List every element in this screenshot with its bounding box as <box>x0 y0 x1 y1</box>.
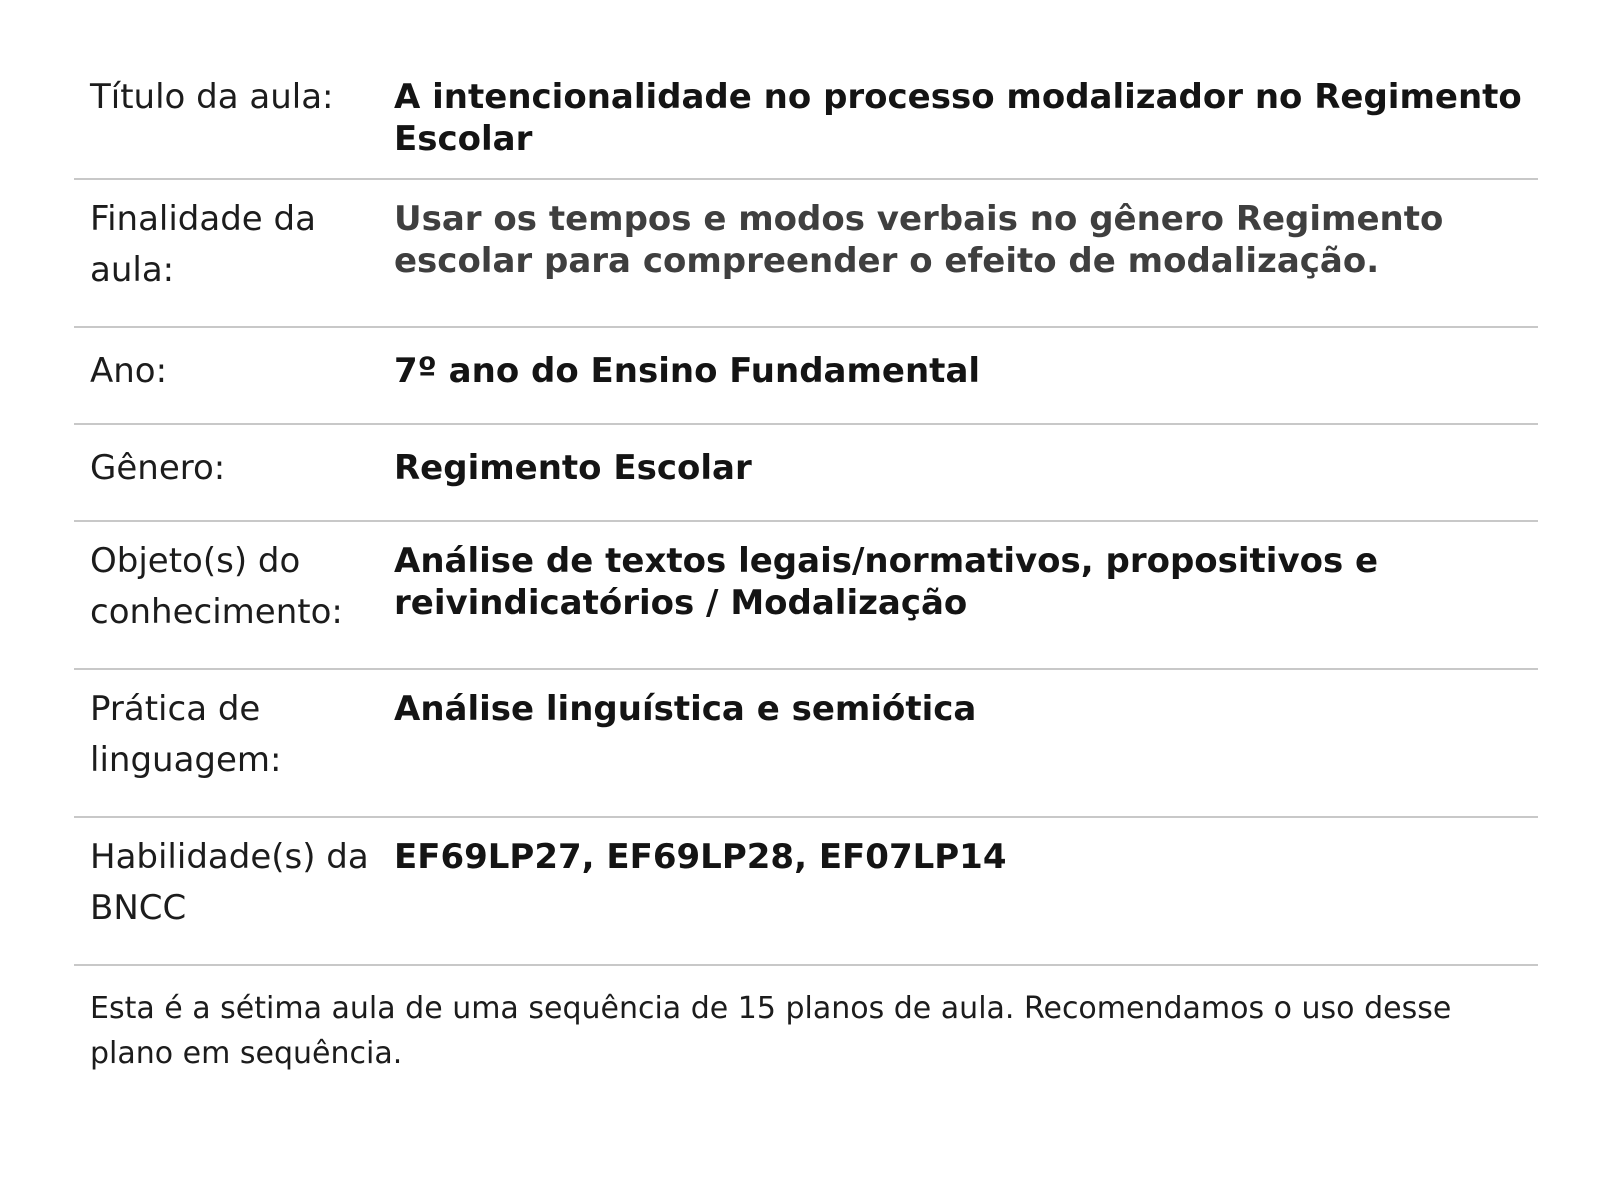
row-label: Título da aula: <box>90 77 334 117</box>
row-habilidades <box>74 818 1538 966</box>
row-objetos <box>74 522 1538 670</box>
sequence-note: Esta é a sétima aula de uma sequência de 15 planos de aula. Recomendamos o uso desse plano em sequência. <box>90 991 1452 1071</box>
row-ano <box>74 328 1538 425</box>
row-value: Usar os tempos e modos verbais no gênero Regimento escolar para compreender o efeito de modalização. <box>394 199 1444 281</box>
lesson-plan-table <box>74 58 1538 966</box>
row-value: Análise linguística e semiótica <box>394 689 977 729</box>
row-label: Gênero: <box>90 448 226 488</box>
row-label: Finalidade da aula: <box>90 199 316 290</box>
row-value: A intencionalidade no processo modalizador no Regimento Escolar <box>394 77 1522 159</box>
row-value: Regimento Escolar <box>394 448 752 488</box>
row-label: Objeto(s) do conhecimento: <box>90 541 343 632</box>
row-value: 7º ano do Ensino Fundamental <box>394 351 981 391</box>
row-label: Ano: <box>90 351 168 391</box>
row-pratica <box>74 670 1538 818</box>
row-finalidade <box>74 180 1538 328</box>
row-label: Prática de linguagem: <box>90 689 282 780</box>
row-titulo <box>74 58 1538 180</box>
row-genero <box>74 425 1538 522</box>
row-value: Análise de textos legais/normativos, propositivos e reivindicatórios / Modalização <box>394 541 1379 623</box>
row-label: Habilidade(s) da BNCC <box>90 837 369 928</box>
row-value: EF69LP27, EF69LP28, EF07LP14 <box>394 837 1007 877</box>
